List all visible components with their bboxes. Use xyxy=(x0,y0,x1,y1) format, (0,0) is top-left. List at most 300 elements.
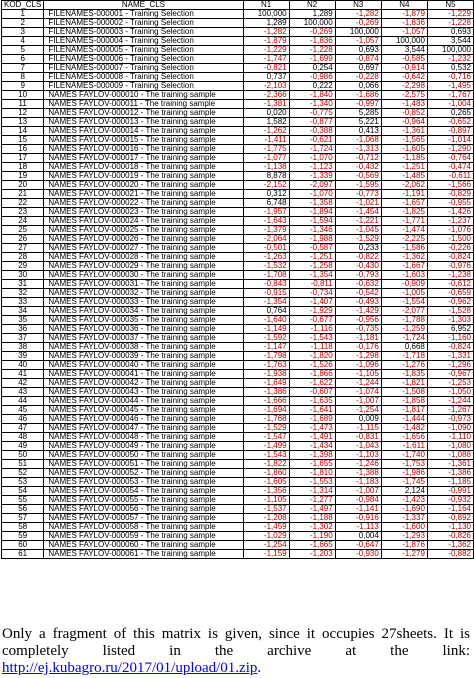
kod-cell: 17 xyxy=(2,154,44,163)
n4-cell: -1,279 xyxy=(381,550,427,559)
column-header: NAME_CLS xyxy=(44,1,243,10)
n2-cell: -1,836 xyxy=(289,37,335,46)
n2-cell: -1,724 xyxy=(289,145,335,154)
n5-cell: -1,014 xyxy=(427,136,473,145)
table-row xyxy=(2,361,474,370)
n5-cell: -1,767 xyxy=(427,91,473,100)
name-cell: FILENAMES-000008 - Training Selection xyxy=(44,73,243,82)
n2-cell: -1,665 xyxy=(289,541,335,550)
table-row xyxy=(2,442,474,451)
n3-cell: -1,068 xyxy=(335,136,381,145)
n1-cell: 1,582 xyxy=(243,118,289,127)
n1-cell: -1,159 xyxy=(243,550,289,559)
name-cell: NAMES FAYLOV-000056 - The training sample xyxy=(44,505,243,514)
table-row xyxy=(2,541,474,550)
n1-cell: -1,708 xyxy=(243,271,289,280)
n1-cell: -1,208 xyxy=(243,514,289,523)
n1-cell: 0,764 xyxy=(243,307,289,316)
name-cell: NAMES FAYLOV-000023 - The training sample xyxy=(44,208,243,217)
n1-cell: -1,640 xyxy=(243,316,289,325)
n3-cell: -0,647 xyxy=(335,541,381,550)
n3-cell: -1,298 xyxy=(335,352,381,361)
table-row xyxy=(2,46,474,55)
kod-cell: 59 xyxy=(2,532,44,541)
table-row xyxy=(2,397,474,406)
n4-cell: -2,077 xyxy=(381,307,427,316)
n4-cell: -1,771 xyxy=(381,217,427,226)
n2-cell: -1,491 xyxy=(289,433,335,442)
n1-cell: -0,501 xyxy=(243,244,289,253)
n3-cell: 0,697 xyxy=(335,64,381,73)
kod-cell: 39 xyxy=(2,352,44,361)
n5-cell: -1,185 xyxy=(427,478,473,487)
archive-link[interactable]: http://ej.kubagro.ru/2017/01/upload/01.zip xyxy=(2,660,258,676)
n3-cell: 0,413 xyxy=(335,127,381,136)
table-row xyxy=(2,352,474,361)
caption xyxy=(2,626,470,677)
n5-cell: -0,897 xyxy=(427,127,473,136)
n1-cell: -1,529 xyxy=(243,424,289,433)
n2-cell: -1,810 xyxy=(289,469,335,478)
n1-cell: -1,822 xyxy=(243,460,289,469)
n5-cell: -1,528 xyxy=(427,307,473,316)
n1-cell: -0,843 xyxy=(243,280,289,289)
n4-cell: 0,668 xyxy=(381,343,427,352)
table-row xyxy=(2,343,474,352)
name-cell: NAMES FAYLOV-000042 - The training sample xyxy=(44,379,243,388)
n3-cell: 5,285 xyxy=(335,109,381,118)
table-row xyxy=(2,523,474,532)
kod-cell: 55 xyxy=(2,496,44,505)
n3-cell: -0,432 xyxy=(335,163,381,172)
n5-cell: -1,566 xyxy=(427,181,473,190)
name-cell: NAMES FAYLOV-000040 - The training sample xyxy=(44,361,243,370)
n2-cell: -1,820 xyxy=(289,352,335,361)
n5-cell: -0,474 xyxy=(427,163,473,172)
n4-cell: -1,485 xyxy=(381,172,427,181)
n3-cell: -1,045 xyxy=(335,226,381,235)
n3-cell: -0,430 xyxy=(335,262,381,271)
n5-cell: -1,290 xyxy=(427,145,473,154)
n1-cell: -2,103 xyxy=(243,82,289,91)
caption-tail: . xyxy=(257,660,262,676)
n2-cell: -0,388 xyxy=(289,127,335,136)
n5-cell: -1,426 xyxy=(427,208,473,217)
n5-cell: -1,160 xyxy=(427,334,473,343)
n1-cell: -1,105 xyxy=(243,496,289,505)
n1-cell: -1,356 xyxy=(243,487,289,496)
n1-cell: -1,262 xyxy=(243,127,289,136)
name-cell: NAMES FAYLOV-000058 - The training sample xyxy=(44,523,243,532)
kod-cell: 50 xyxy=(2,451,44,460)
n2-cell: -1,434 xyxy=(289,442,335,451)
n2-cell: -1,655 xyxy=(289,460,335,469)
n3-cell: -1,595 xyxy=(335,181,381,190)
n5-cell: -1,500 xyxy=(427,235,473,244)
kod-cell: 46 xyxy=(2,415,44,424)
n3-cell: -0,228 xyxy=(335,73,381,82)
n3-cell: -1,181 xyxy=(335,334,381,343)
n4-cell: -1,600 xyxy=(381,523,427,532)
n5-cell: -0,226 xyxy=(427,244,473,253)
similarity-matrix-table xyxy=(1,0,474,559)
name-cell: NAMES FAYLOV-000041 - The training sample xyxy=(44,370,243,379)
table-row xyxy=(2,253,474,262)
n2-cell: -1,840 xyxy=(289,91,335,100)
table-row xyxy=(2,550,474,559)
table-row xyxy=(2,118,474,127)
table-row xyxy=(2,469,474,478)
n5-cell: -0,612 xyxy=(427,280,473,289)
name-cell: FILENAMES-000003 - Training Selection xyxy=(44,28,243,37)
n5-cell: -0,824 xyxy=(427,343,473,352)
caption-text: Only a fragment of this matrix is given, since it occupies 27sheets. It is completely listed in the archive at the link: xyxy=(2,626,470,659)
n4-cell: -1,276 xyxy=(381,361,427,370)
kod-cell: 23 xyxy=(2,208,44,217)
table-row xyxy=(2,316,474,325)
n4-cell: -1,444 xyxy=(381,415,427,424)
kod-cell: 49 xyxy=(2,442,44,451)
n5-cell: 3,544 xyxy=(427,37,473,46)
n2-cell: -1,070 xyxy=(289,154,335,163)
n1-cell: -2,152 xyxy=(243,181,289,190)
kod-cell: 42 xyxy=(2,379,44,388)
n2-cell: 1,289 xyxy=(289,10,335,19)
table-header-row xyxy=(2,1,474,10)
n1-cell: 8,878 xyxy=(243,172,289,181)
n5-cell: -1,303 xyxy=(427,316,473,325)
n1-cell: -1,879 xyxy=(243,37,289,46)
n1-cell: -1,649 xyxy=(243,379,289,388)
kod-cell: 56 xyxy=(2,505,44,514)
n3-cell: -1,254 xyxy=(335,406,381,415)
n1-cell: -1,077 xyxy=(243,154,289,163)
name-cell: FILENAMES-000006 - Training Selection xyxy=(44,55,243,64)
table-row xyxy=(2,334,474,343)
n4-cell: -1,603 xyxy=(381,271,427,280)
n5-cell: -0,716 xyxy=(427,73,473,82)
n4-cell: 3,544 xyxy=(381,46,427,55)
n5-cell: -1,088 xyxy=(427,451,473,460)
n4-cell: -0,914 xyxy=(381,64,427,73)
n3-cell: -1,429 xyxy=(335,307,381,316)
n2-cell: -2,097 xyxy=(289,181,335,190)
n3-cell: -1,074 xyxy=(335,388,381,397)
table-row xyxy=(2,154,474,163)
table-row xyxy=(2,514,474,523)
kod-cell: 61 xyxy=(2,550,44,559)
table-row xyxy=(2,163,474,172)
n3-cell: -1,246 xyxy=(335,460,381,469)
n5-cell: -1,495 xyxy=(427,82,473,91)
n5-cell: -0,932 xyxy=(427,496,473,505)
n5-cell: -1,331 xyxy=(427,352,473,361)
n3-cell: -0,493 xyxy=(335,298,381,307)
table-row xyxy=(2,460,474,469)
n1-cell: -1,543 xyxy=(243,451,289,460)
n2-cell: -1,188 xyxy=(289,514,335,523)
kod-cell: 45 xyxy=(2,406,44,415)
name-cell: NAMES FAYLOV-000050 - The training sample xyxy=(44,451,243,460)
n4-cell: -2,298 xyxy=(381,82,427,91)
n5-cell: -1,228 xyxy=(427,19,473,28)
name-cell: NAMES FAYLOV-000033 - The training sample xyxy=(44,298,243,307)
n1-cell: -1,605 xyxy=(243,478,289,487)
column-header: KOD_CLS xyxy=(2,1,44,10)
table-row xyxy=(2,478,474,487)
n5-cell: -0,611 xyxy=(427,172,473,181)
n1-cell: -1,411 xyxy=(243,136,289,145)
table-row xyxy=(2,289,474,298)
n3-cell: -1,221 xyxy=(335,217,381,226)
name-cell: NAMES FAYLOV-000028 - The training sample xyxy=(44,253,243,262)
n5-cell: -0,962 xyxy=(427,298,473,307)
n4-cell: -1,565 xyxy=(381,136,427,145)
n3-cell: -0,793 xyxy=(335,271,381,280)
name-cell: NAMES FAYLOV-000027 - The training sample xyxy=(44,244,243,253)
name-cell: NAMES FAYLOV-000026 - The training sample xyxy=(44,235,243,244)
n5-cell: -0,955 xyxy=(427,199,473,208)
name-cell: FILENAMES-000002 - Training Selection xyxy=(44,19,243,28)
kod-cell: 20 xyxy=(2,181,44,190)
kod-cell: 53 xyxy=(2,478,44,487)
kod-cell: 25 xyxy=(2,226,44,235)
kod-cell: 4 xyxy=(2,37,44,46)
name-cell: NAMES FAYLOV-000013 - The training sample xyxy=(44,118,243,127)
n2-cell: -0,734 xyxy=(289,289,335,298)
name-cell: NAMES FAYLOV-000061 - The training sample xyxy=(44,550,243,559)
n1-cell: -1,499 xyxy=(243,442,289,451)
name-cell: NAMES FAYLOV-000057 - The training sample xyxy=(44,514,243,523)
name-cell: FILENAMES-000004 - Training Selection xyxy=(44,37,243,46)
n5-cell: -1,361 xyxy=(427,460,473,469)
n1-cell: -1,775 xyxy=(243,145,289,154)
n4-cell: -1,753 xyxy=(381,460,427,469)
column-header: N5 xyxy=(427,1,473,10)
n2-cell: -1,641 xyxy=(289,406,335,415)
n2-cell: -0,877 xyxy=(289,118,335,127)
n2-cell: -1,340 xyxy=(289,100,335,109)
n2-cell: -1,354 xyxy=(289,271,335,280)
table-row xyxy=(2,82,474,91)
n2-cell: -1,314 xyxy=(289,487,335,496)
kod-cell: 60 xyxy=(2,541,44,550)
kod-cell: 9 xyxy=(2,82,44,91)
n3-cell: 0,693 xyxy=(335,46,381,55)
kod-cell: 31 xyxy=(2,280,44,289)
n3-cell: -1,103 xyxy=(335,451,381,460)
n4-cell: -1,423 xyxy=(381,496,427,505)
n4-cell: -1,005 xyxy=(381,289,427,298)
n1-cell: -1,379 xyxy=(243,226,289,235)
table-row xyxy=(2,415,474,424)
kod-cell: 19 xyxy=(2,172,44,181)
n4-cell: -1,745 xyxy=(381,478,427,487)
kod-cell: 10 xyxy=(2,91,44,100)
n4-cell: -1,362 xyxy=(381,253,427,262)
kod-cell: 2 xyxy=(2,19,44,28)
kod-cell: 51 xyxy=(2,460,44,469)
n5-cell: -1,386 xyxy=(427,469,473,478)
name-cell: FILENAMES-000005 - Training Selection xyxy=(44,46,243,55)
n4-cell: -2,575 xyxy=(381,91,427,100)
n4-cell: -2,062 xyxy=(381,181,427,190)
n3-cell: -0,822 xyxy=(335,253,381,262)
table-row xyxy=(2,172,474,181)
n2-cell: -1,258 xyxy=(289,262,335,271)
n4-cell: -1,611 xyxy=(381,442,427,451)
name-cell: NAMES FAYLOV-000022 - The training sample xyxy=(44,199,243,208)
table-row xyxy=(2,235,474,244)
n1-cell: -1,768 xyxy=(243,415,289,424)
n5-cell: -0,826 xyxy=(427,532,473,541)
n5-cell: -0,882 xyxy=(427,550,473,559)
n2-cell: -1,473 xyxy=(289,424,335,433)
n1-cell: -1,798 xyxy=(243,352,289,361)
n2-cell: -1,553 xyxy=(289,478,335,487)
name-cell: NAMES FAYLOV-000045 - The training sample xyxy=(44,406,243,415)
n3-cell: -0,542 xyxy=(335,289,381,298)
kod-cell: 43 xyxy=(2,388,44,397)
table-row xyxy=(2,406,474,415)
table-row xyxy=(2,262,474,271)
kod-cell: 58 xyxy=(2,523,44,532)
table-row xyxy=(2,73,474,82)
n1-cell: -1,694 xyxy=(243,406,289,415)
n3-cell: -1,105 xyxy=(335,370,381,379)
n4-cell: -0,585 xyxy=(381,55,427,64)
n1-cell: -1,747 xyxy=(243,55,289,64)
n2-cell: -1,302 xyxy=(289,523,335,532)
n3-cell: -1,043 xyxy=(335,442,381,451)
n2-cell: -1,228 xyxy=(289,46,335,55)
n2-cell: -0,986 xyxy=(289,73,335,82)
n1-cell: -1,643 xyxy=(243,217,289,226)
n1-cell: -0,915 xyxy=(243,289,289,298)
n2-cell: -0,607 xyxy=(289,388,335,397)
n4-cell: -1,482 xyxy=(381,424,427,433)
n1-cell: 0,020 xyxy=(243,109,289,118)
n3-cell: -0,773 xyxy=(335,190,381,199)
n4-cell: -1,835 xyxy=(381,370,427,379)
n4-cell: -1,657 xyxy=(381,199,427,208)
n2-cell: -0,811 xyxy=(289,280,335,289)
n1-cell: -2,064 xyxy=(243,235,289,244)
n1-cell: -1,957 xyxy=(243,208,289,217)
n5-cell: -1,004 xyxy=(427,100,473,109)
n4-cell: -1,483 xyxy=(381,100,427,109)
name-cell: NAMES FAYLOV-000018 - The training sample xyxy=(44,163,243,172)
n4-cell: -1,361 xyxy=(381,127,427,136)
name-cell: NAMES FAYLOV-000053 - The training sample xyxy=(44,478,243,487)
n3-cell: -0,712 xyxy=(335,154,381,163)
n3-cell: -0,269 xyxy=(335,19,381,28)
table-row xyxy=(2,208,474,217)
n2-cell: -1,594 xyxy=(289,217,335,226)
n4-cell: -0,964 xyxy=(381,118,427,127)
n2-cell: -1,543 xyxy=(289,334,335,343)
name-cell: NAMES FAYLOV-000035 - The training sample xyxy=(44,316,243,325)
n1-cell: -1,547 xyxy=(243,433,289,442)
n4-cell: -1,656 xyxy=(381,433,427,442)
table-row xyxy=(2,10,474,19)
table-row xyxy=(2,370,474,379)
n3-cell: -0,916 xyxy=(335,514,381,523)
n3-cell: -1,113 xyxy=(335,523,381,532)
name-cell: NAMES FAYLOV-000015 - The training sample xyxy=(44,136,243,145)
n2-cell: -1,635 xyxy=(289,397,335,406)
n5-cell: -1,237 xyxy=(427,217,473,226)
n4-cell: -1,858 xyxy=(381,397,427,406)
column-header: N1 xyxy=(243,1,289,10)
n4-cell: -1,508 xyxy=(381,388,427,397)
n5-cell: -1,080 xyxy=(427,442,473,451)
n4-cell: -1,293 xyxy=(381,532,427,541)
n1-cell: -1,381 xyxy=(243,100,289,109)
table-row xyxy=(2,55,474,64)
n2-cell: -1,190 xyxy=(289,532,335,541)
n5-cell: -0,991 xyxy=(427,487,473,496)
n4-cell: -1,986 xyxy=(381,469,427,478)
n3-cell: -1,454 xyxy=(335,208,381,217)
n5-cell: 6,952 xyxy=(427,325,473,334)
n2-cell: -0,775 xyxy=(289,109,335,118)
name-cell: NAMES FAYLOV-000052 - The training sample xyxy=(44,469,243,478)
name-cell: NAMES FAYLOV-000021 - The training sample xyxy=(44,190,243,199)
n1-cell: -1,537 xyxy=(243,505,289,514)
n4-cell: -1,690 xyxy=(381,505,427,514)
table-row xyxy=(2,190,474,199)
n3-cell: -1,313 xyxy=(335,145,381,154)
name-cell: NAMES FAYLOV-000024 - The training sample xyxy=(44,217,243,226)
n1-cell: -1,592 xyxy=(243,334,289,343)
column-header: N4 xyxy=(381,1,427,10)
n2-cell: -0,269 xyxy=(289,28,335,37)
n2-cell: 100,000 xyxy=(289,19,335,28)
table-row xyxy=(2,271,474,280)
n1-cell: 0,312 xyxy=(243,190,289,199)
caption-paragraph xyxy=(2,626,470,677)
table-row xyxy=(2,244,474,253)
n4-cell: -1,251 xyxy=(381,163,427,172)
kod-cell: 29 xyxy=(2,262,44,271)
n2-cell: -1,070 xyxy=(289,190,335,199)
kod-cell: 13 xyxy=(2,118,44,127)
n3-cell: -1,388 xyxy=(335,469,381,478)
n3-cell: -0,735 xyxy=(335,325,381,334)
n4-cell: -1,667 xyxy=(381,262,427,271)
n5-cell: -1,232 xyxy=(427,55,473,64)
n5-cell: -1,267 xyxy=(427,406,473,415)
n2-cell: -1,526 xyxy=(289,361,335,370)
name-cell: NAMES FAYLOV-000012 - The training sample xyxy=(44,109,243,118)
n2-cell: -1,251 xyxy=(289,253,335,262)
table-row xyxy=(2,325,474,334)
n1-cell: -1,229 xyxy=(243,46,289,55)
n4-cell: -1,879 xyxy=(381,10,427,19)
table-row xyxy=(2,433,474,442)
n1-cell: -1,149 xyxy=(243,325,289,334)
kod-cell: 27 xyxy=(2,244,44,253)
table-row xyxy=(2,199,474,208)
name-cell: NAMES FAYLOV-000019 - The training sample xyxy=(44,172,243,181)
name-cell: NAMES FAYLOV-000014 - The training sample xyxy=(44,127,243,136)
table-row xyxy=(2,505,474,514)
n5-cell: -1,253 xyxy=(427,379,473,388)
n2-cell: -0,621 xyxy=(289,136,335,145)
n3-cell: -1,007 xyxy=(335,397,381,406)
n4-cell: -0,909 xyxy=(381,280,427,289)
